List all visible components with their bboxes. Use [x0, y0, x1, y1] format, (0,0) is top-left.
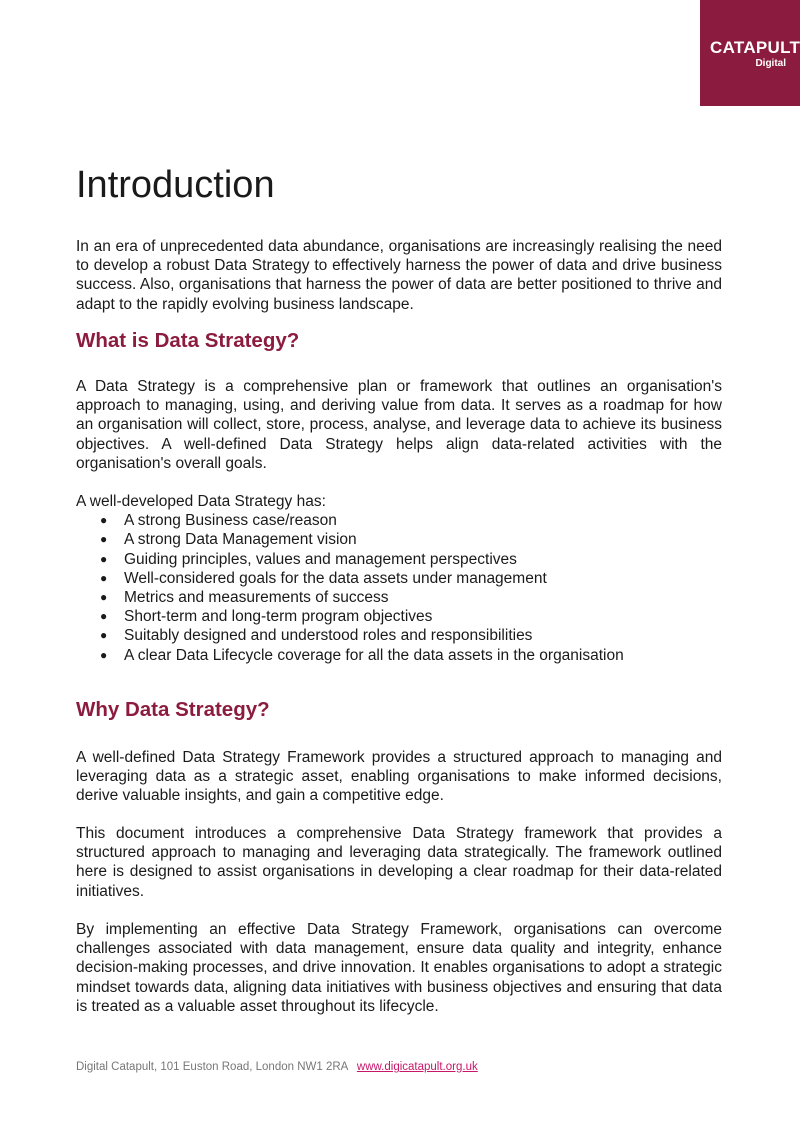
list-intro: A well-developed Data Strategy has: — [76, 493, 326, 510]
list-item: ● Well-considered goals for the data assets under management — [76, 569, 722, 588]
list-item: ● Guiding principles, values and management perspectives — [76, 550, 722, 569]
strategy-list — [76, 511, 722, 665]
list-item: ● A strong Data Management vision — [76, 530, 722, 549]
footer-address: Digital Catapult, 101 Euston Road, London NW1 2RA — [76, 1061, 348, 1073]
list-item: ● A strong Business case/reason — [76, 511, 722, 530]
list-item: ● Short-term and long-term program objectives — [76, 607, 722, 626]
list-item: ● Metrics and measurements of success — [76, 588, 722, 607]
list-item: ● Suitably designed and understood roles and responsibilities — [76, 626, 722, 645]
logo-subtitle: Digital — [755, 58, 786, 69]
footer-website-link[interactable]: www.digicatapult.org.uk — [356, 1061, 478, 1073]
list-item: ● A clear Data Lifecycle coverage for all the data assets in the organisation — [76, 646, 722, 665]
why-paragraph-2: This document introduces a comprehensive Data Strategy framework that provides a structured approach to managing and leveraging data strategically. The framework outlined here is designed to assist organisations in developing a clear roadmap for their data-related initiatives. — [76, 825, 722, 900]
what-heading: What is Data Strategy? — [76, 329, 300, 352]
why-paragraph-1: A well-defined Data Strategy Framework provides a structured approach to managing and leveraging data as a strategic asset, enabling organisations to make informed decisions, derive valuable insights, and gain a competitive edge. — [76, 749, 722, 805]
what-paragraph: A Data Strategy is a comprehensive plan or framework that outlines an organisation's approach to managing, using, and deriving value from data. It serves as a roadmap for how an organisation will collect, store, process, analyse, and leverage data to achieve its business objectives. A well-defined Data Strategy helps align data-related activities with the organisation's overall goals. — [76, 378, 722, 472]
page-title: Introduction — [76, 164, 275, 206]
why-heading: Why Data Strategy? — [76, 698, 270, 721]
catapult-digital-logo — [700, 0, 800, 106]
intro-paragraph: In an era of unprecedented data abundance, organisations are increasingly realising the need to develop a robust Data Strategy to effectively harness the power of data and drive business success. Also, organisations that harness the power of data are better positioned to thrive and adapt to the rapidly evolving business landscape. — [76, 238, 722, 313]
logo-wordmark: CATAPULT — [710, 38, 800, 57]
page-footer — [76, 1059, 478, 1075]
why-paragraph-3: By implementing an effective Data Strategy Framework, organisations can overcome challenges associated with data management, ensure data quality and integrity, enhance decision-making processes, and drive innovation. It enables organisations to adopt a strategic mindset towards data, aligning data initiatives with business objectives and ensuring that data is treated as a valuable asset throughout its lifecycle. — [76, 921, 722, 1015]
